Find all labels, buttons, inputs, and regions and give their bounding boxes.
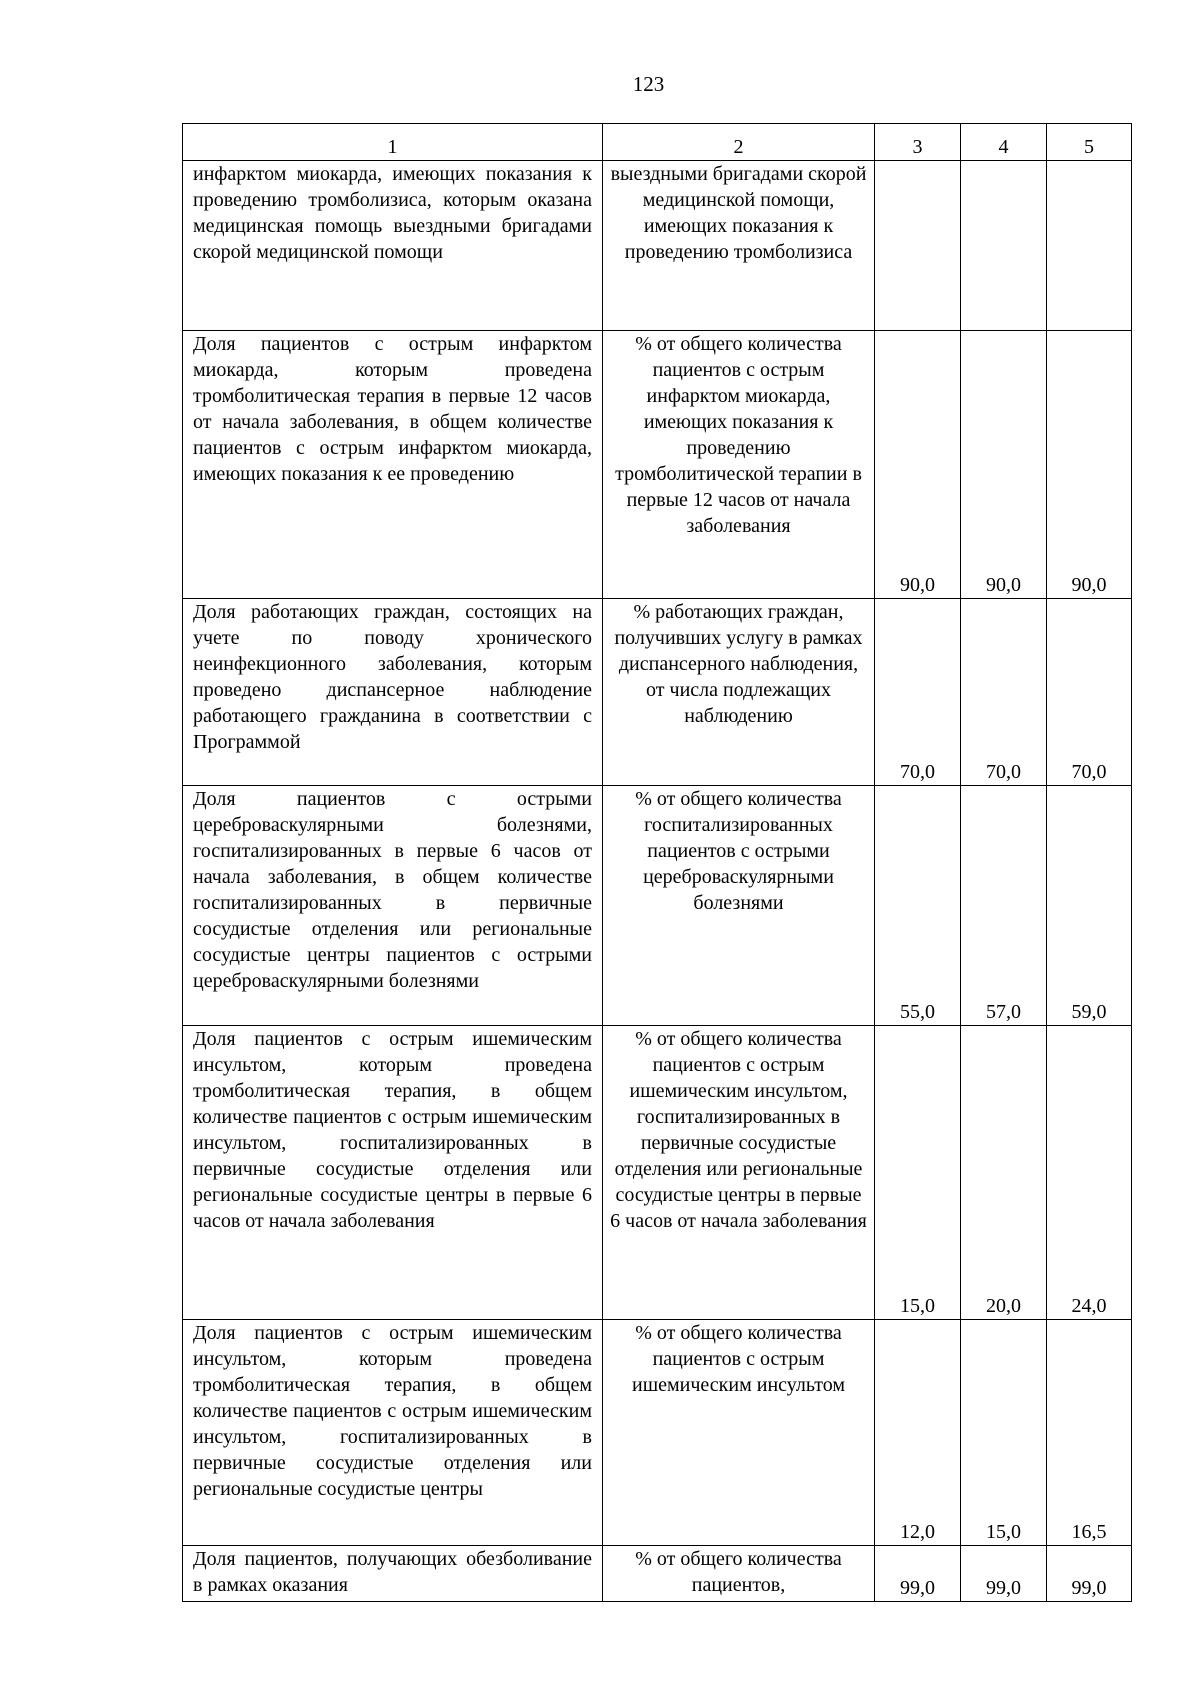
unit-of-measure: выездными бригадами скорой медицинской помощи, имеющих показания к проведению тромболизиса bbox=[603, 161, 875, 331]
page-number: 123 bbox=[632, 72, 665, 96]
target-value: 90,0 bbox=[875, 331, 961, 599]
table-row bbox=[183, 599, 1132, 786]
column-number: 3 bbox=[875, 124, 961, 161]
target-value: 90,0 bbox=[961, 331, 1047, 599]
unit-of-measure: % от общего количества пациентов с острым ишемическим инсультом bbox=[603, 1320, 875, 1546]
target-value: 99,0 bbox=[1047, 1546, 1132, 1602]
indicator-name: Доля пациентов с острым инфарктом миокарда, которым проведена тромболитическая терапия в первые 12 часов от начала заболевания, в общем количестве пациентов с острым инфарктом миокарда, имеющих показания к ее проведению bbox=[183, 331, 603, 599]
target-value: 12,0 bbox=[875, 1320, 961, 1546]
target-value: 99,0 bbox=[875, 1546, 961, 1602]
target-value bbox=[1047, 161, 1132, 331]
unit-of-measure: % от общего количества пациентов с острым ишемическим инсультом, госпитализированных в первичные сосудистые отделения или региональные сосудистые центры в первые 6 часов от начала заболевания bbox=[603, 1026, 875, 1320]
unit-of-measure: % от общего количества пациентов, bbox=[603, 1546, 875, 1602]
target-value: 55,0 bbox=[875, 786, 961, 1026]
indicator-name: Доля работающих граждан, состоящих на учете по поводу хронического неинфекционного заболевания, которым проведено диспансерное наблюдение работающего гражданина в соответствии с Программой bbox=[183, 599, 603, 786]
unit-of-measure: % работающих граждан, получивших услугу в рамках диспансерного наблюдения, от числа подлежащих наблюдению bbox=[603, 599, 875, 786]
target-value: 90,0 bbox=[1047, 331, 1132, 599]
table-row bbox=[183, 786, 1132, 1026]
indicator-name: инфарктом миокарда, имеющих показания к проведению тромболизиса, которым оказана медицинская помощь выездными бригадами скорой медицинской помощи bbox=[183, 161, 603, 331]
target-value: 70,0 bbox=[1047, 599, 1132, 786]
target-value: 99,0 bbox=[961, 1546, 1047, 1602]
column-number-row bbox=[183, 124, 1132, 161]
target-value: 20,0 bbox=[961, 1026, 1047, 1320]
table-row bbox=[183, 1026, 1132, 1320]
table-row bbox=[183, 1546, 1132, 1602]
target-value: 15,0 bbox=[961, 1320, 1047, 1546]
target-value: 16,5 bbox=[1047, 1320, 1132, 1546]
column-number: 4 bbox=[961, 124, 1047, 161]
column-number: 1 bbox=[183, 124, 603, 161]
unit-of-measure: % от общего количества госпитализированных пациентов с острыми цереброваскулярными болезнями bbox=[603, 786, 875, 1026]
target-value: 70,0 bbox=[875, 599, 961, 786]
indicator-name: Доля пациентов с острым ишемическим инсультом, которым проведена тромболитическая терапия, в общем количестве пациентов с острым ишемическим инсультом, госпитализированных в первичные сосудистые отделения или региональные сосудистые центры bbox=[183, 1320, 603, 1546]
target-value: 15,0 bbox=[875, 1026, 961, 1320]
indicator-name: Доля пациентов с острыми цереброваскулярными болезнями, госпитализированных в первые 6 часов от начала заболевания, в общем количестве госпитализированных в первичные сосудистые отделения или региональные сосудистые центры пациентов с острыми цереброваскулярными болезнями bbox=[183, 786, 603, 1026]
table-row bbox=[183, 1320, 1132, 1546]
target-value bbox=[961, 161, 1047, 331]
target-value: 24,0 bbox=[1047, 1026, 1132, 1320]
unit-of-measure: % от общего количества пациентов с острым инфарктом миокарда, имеющих показания к проведению тромболитической терапии в первые 12 часов от начала заболевания bbox=[603, 331, 875, 599]
target-value: 59,0 bbox=[1047, 786, 1132, 1026]
indicator-name: Доля пациентов, получающих обезболивание в рамках оказания bbox=[183, 1546, 603, 1602]
target-value bbox=[875, 161, 961, 331]
column-number: 5 bbox=[1047, 124, 1132, 161]
table-row bbox=[183, 161, 1132, 331]
table-row bbox=[183, 331, 1132, 599]
target-value: 57,0 bbox=[961, 786, 1047, 1026]
column-number: 2 bbox=[603, 124, 875, 161]
indicator-name: Доля пациентов с острым ишемическим инсультом, которым проведена тромболитическая терапия, в общем количестве пациентов с острым ишемическим инсультом, госпитализированных в первичные сосудистые отделения или региональные сосудистые центры в первые 6 часов от начала заболевания bbox=[183, 1026, 603, 1320]
indicators-table bbox=[182, 123, 1132, 1602]
target-value: 70,0 bbox=[961, 599, 1047, 786]
